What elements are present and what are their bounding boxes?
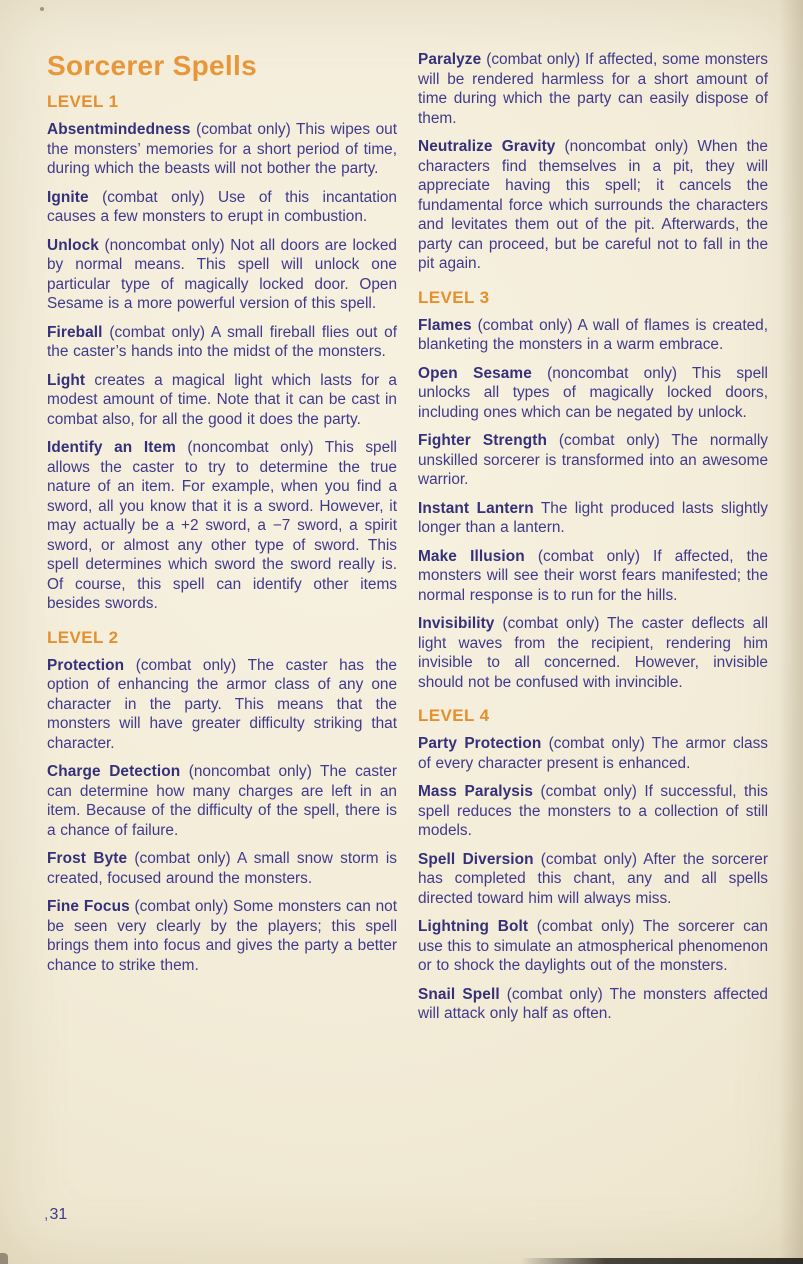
page-content (47, 50, 768, 1033)
spell-name: Instant Lantern (418, 499, 534, 517)
spell-entry (418, 316, 768, 355)
spell-description: (combat only) If affected, the monsters will see their worst fears manifested; the normal response is to run for the hills. (418, 547, 768, 604)
spell-entry (418, 734, 768, 773)
spell-name: Fireball (47, 323, 103, 341)
spell-description: (combat only) The monsters affected will attack only half as often. (418, 985, 768, 1022)
spell-description: (combat only) A small fireball flies out of the caster’s hands into the midst of the monsters. (47, 323, 397, 360)
page-edge-shadow-bottom (520, 1258, 803, 1264)
spell-name: Open Sesame (418, 364, 532, 382)
spell-name: Fine Focus (47, 898, 130, 915)
spell-description: (combat only) The sorcerer can use this to simulate an atmospherical phenomenon or to shock the daylights out of the monsters. (418, 918, 768, 974)
spell-description: (combat only) Use of this incantation causes a few monsters to erupt in combustion. (47, 188, 397, 225)
left-column (47, 50, 397, 1033)
spell-name: Flames (418, 316, 472, 334)
spell-description: (noncombat only) This spell allows the caster to try to determine the true nature of an item. For example, when you find a sword, all you know that it is a sword. However, it may actually be a +2 sword, a −7 sword, a spirit sword, or almost any other type of sword. This spell determines which sword the sword really is. Of course, this spell can identify other items besides swords. (47, 439, 397, 612)
spell-name: Lightning Bolt (418, 918, 529, 935)
spell-name: Protection (47, 656, 125, 674)
spell-name: Ignite (47, 188, 89, 206)
spell-entry (418, 364, 768, 423)
right-column (418, 50, 768, 1033)
spell-name: Party Protection (418, 735, 542, 752)
spell-description: (combat only) The armor class of every character present is enhanced. (418, 735, 769, 772)
spell-description: creates a magical light which lasts for a modest amount of time. Note that it can be cast in combat also, for all the good it does the party. (47, 371, 397, 428)
spell-entry (418, 137, 768, 274)
level-heading: LEVEL 1 (47, 92, 119, 111)
spell-entry (418, 50, 768, 128)
spell-entry (418, 782, 768, 841)
spell-entry (47, 438, 397, 614)
spell-name: Snail Spell (418, 985, 500, 1003)
spell-description: (combat only) A wall of flames is created, blanketing the monsters in a warm embrace. (418, 316, 768, 353)
spell-name: Mass Paralysis (418, 783, 533, 800)
page-title: Sorcerer Spells (47, 50, 257, 81)
spell-name: Fighter Strength (418, 432, 547, 449)
level-heading: LEVEL 4 (418, 706, 490, 725)
spell-name: Absentmindedness (47, 121, 191, 138)
spell-description: The light produced lasts slightly longer than a lantern. (418, 499, 769, 536)
spell-entry (418, 499, 768, 538)
spell-name: Identify an Item (47, 439, 176, 456)
spell-entry (418, 917, 768, 976)
spell-name: Paralyze (418, 51, 482, 68)
spell-description: (combat only) Some monsters can not be seen very clearly by the players; this spell brings them into focus and gives the party a better chance to strike them. (47, 898, 397, 974)
spell-description: (combat only) The caster has the option of enhancing the armor class of any one character in the party. This means that the monsters will have greater difficulty striking that character. (47, 656, 397, 752)
spell-description: (combat only) The normally unskilled sorcerer is transformed into an awesome warrior. (418, 432, 768, 488)
spell-name: Neutralize Gravity (418, 138, 556, 155)
spell-entry (47, 323, 397, 362)
spell-entry (47, 762, 397, 840)
level-heading: LEVEL 2 (47, 627, 119, 647)
spell-name: Invisibility (418, 615, 495, 632)
spell-entry (47, 897, 397, 975)
spell-entry (47, 849, 397, 888)
spell-entry (47, 188, 397, 227)
spell-name: Unlock (47, 236, 99, 254)
spell-description: (noncombat only) Not all doors are locked by normal means. This spell will unlock one particular type of magically locked door. Open Sesame is a more powerful version of this spell. (47, 236, 397, 312)
spell-description: (combat only) A small snow storm is created, focused around the monsters. (47, 850, 397, 887)
spell-entry (418, 431, 768, 490)
spell-description: (combat only) After the sorcerer has completed this chant, any and all spells directed toward him will always miss. (418, 850, 768, 907)
spell-name: Frost Byte (47, 850, 128, 867)
spell-entry (418, 985, 768, 1024)
spell-description: (combat only) The caster deflects all light waves from the recipient, rendering him invisible to all concerned. However, invisible should not be confused with invincible. (418, 615, 768, 691)
spell-name: Spell Diversion (418, 850, 534, 868)
spell-description: (noncombat only) The caster can determine how many charges are left in an item. Because of the difficulty of the spell, there is a chance of failure. (47, 763, 397, 839)
spell-entry (47, 371, 397, 430)
spell-name: Light (47, 371, 86, 389)
spell-entry (418, 850, 768, 909)
spell-description: (noncombat only) This spell unlocks all types of magically locked doors, including ones which can be negated by unlock. (418, 364, 768, 421)
spell-name: Make Illusion (418, 547, 525, 565)
page-edge-shadow-right (779, 0, 803, 1264)
spell-entry (47, 656, 397, 754)
spell-entry (418, 547, 768, 606)
spell-name: Charge Detection (47, 763, 181, 780)
spell-description: (combat only) If successful, this spell reduces the monsters to a collection of still models. (418, 783, 768, 839)
spell-entry (47, 120, 397, 179)
spell-entry (47, 236, 397, 314)
spell-description: (combat only) This wipes out the monsters’ memories for a short period of time, during which the beasts will not bother the party. (47, 121, 397, 177)
page-edge-shadow-corner (0, 1253, 8, 1264)
spell-description: (noncombat only) When the characters find themselves in a pit, they will appreciate having this spell; it cancels the fundamental force which surrounds the characters and levitates them out of the pit. Afterwards, the party can proceed, but be careful not to fall in the pit again. (418, 138, 768, 272)
page-number: , 31 (44, 1206, 67, 1224)
spell-description: (combat only) If affected, some monsters will be rendered harmless for a short amount of time during which the party can easily dispose of them. (418, 51, 768, 127)
level-heading: LEVEL 3 (418, 287, 490, 307)
spell-entry (418, 614, 768, 692)
paper-speck (40, 7, 44, 11)
